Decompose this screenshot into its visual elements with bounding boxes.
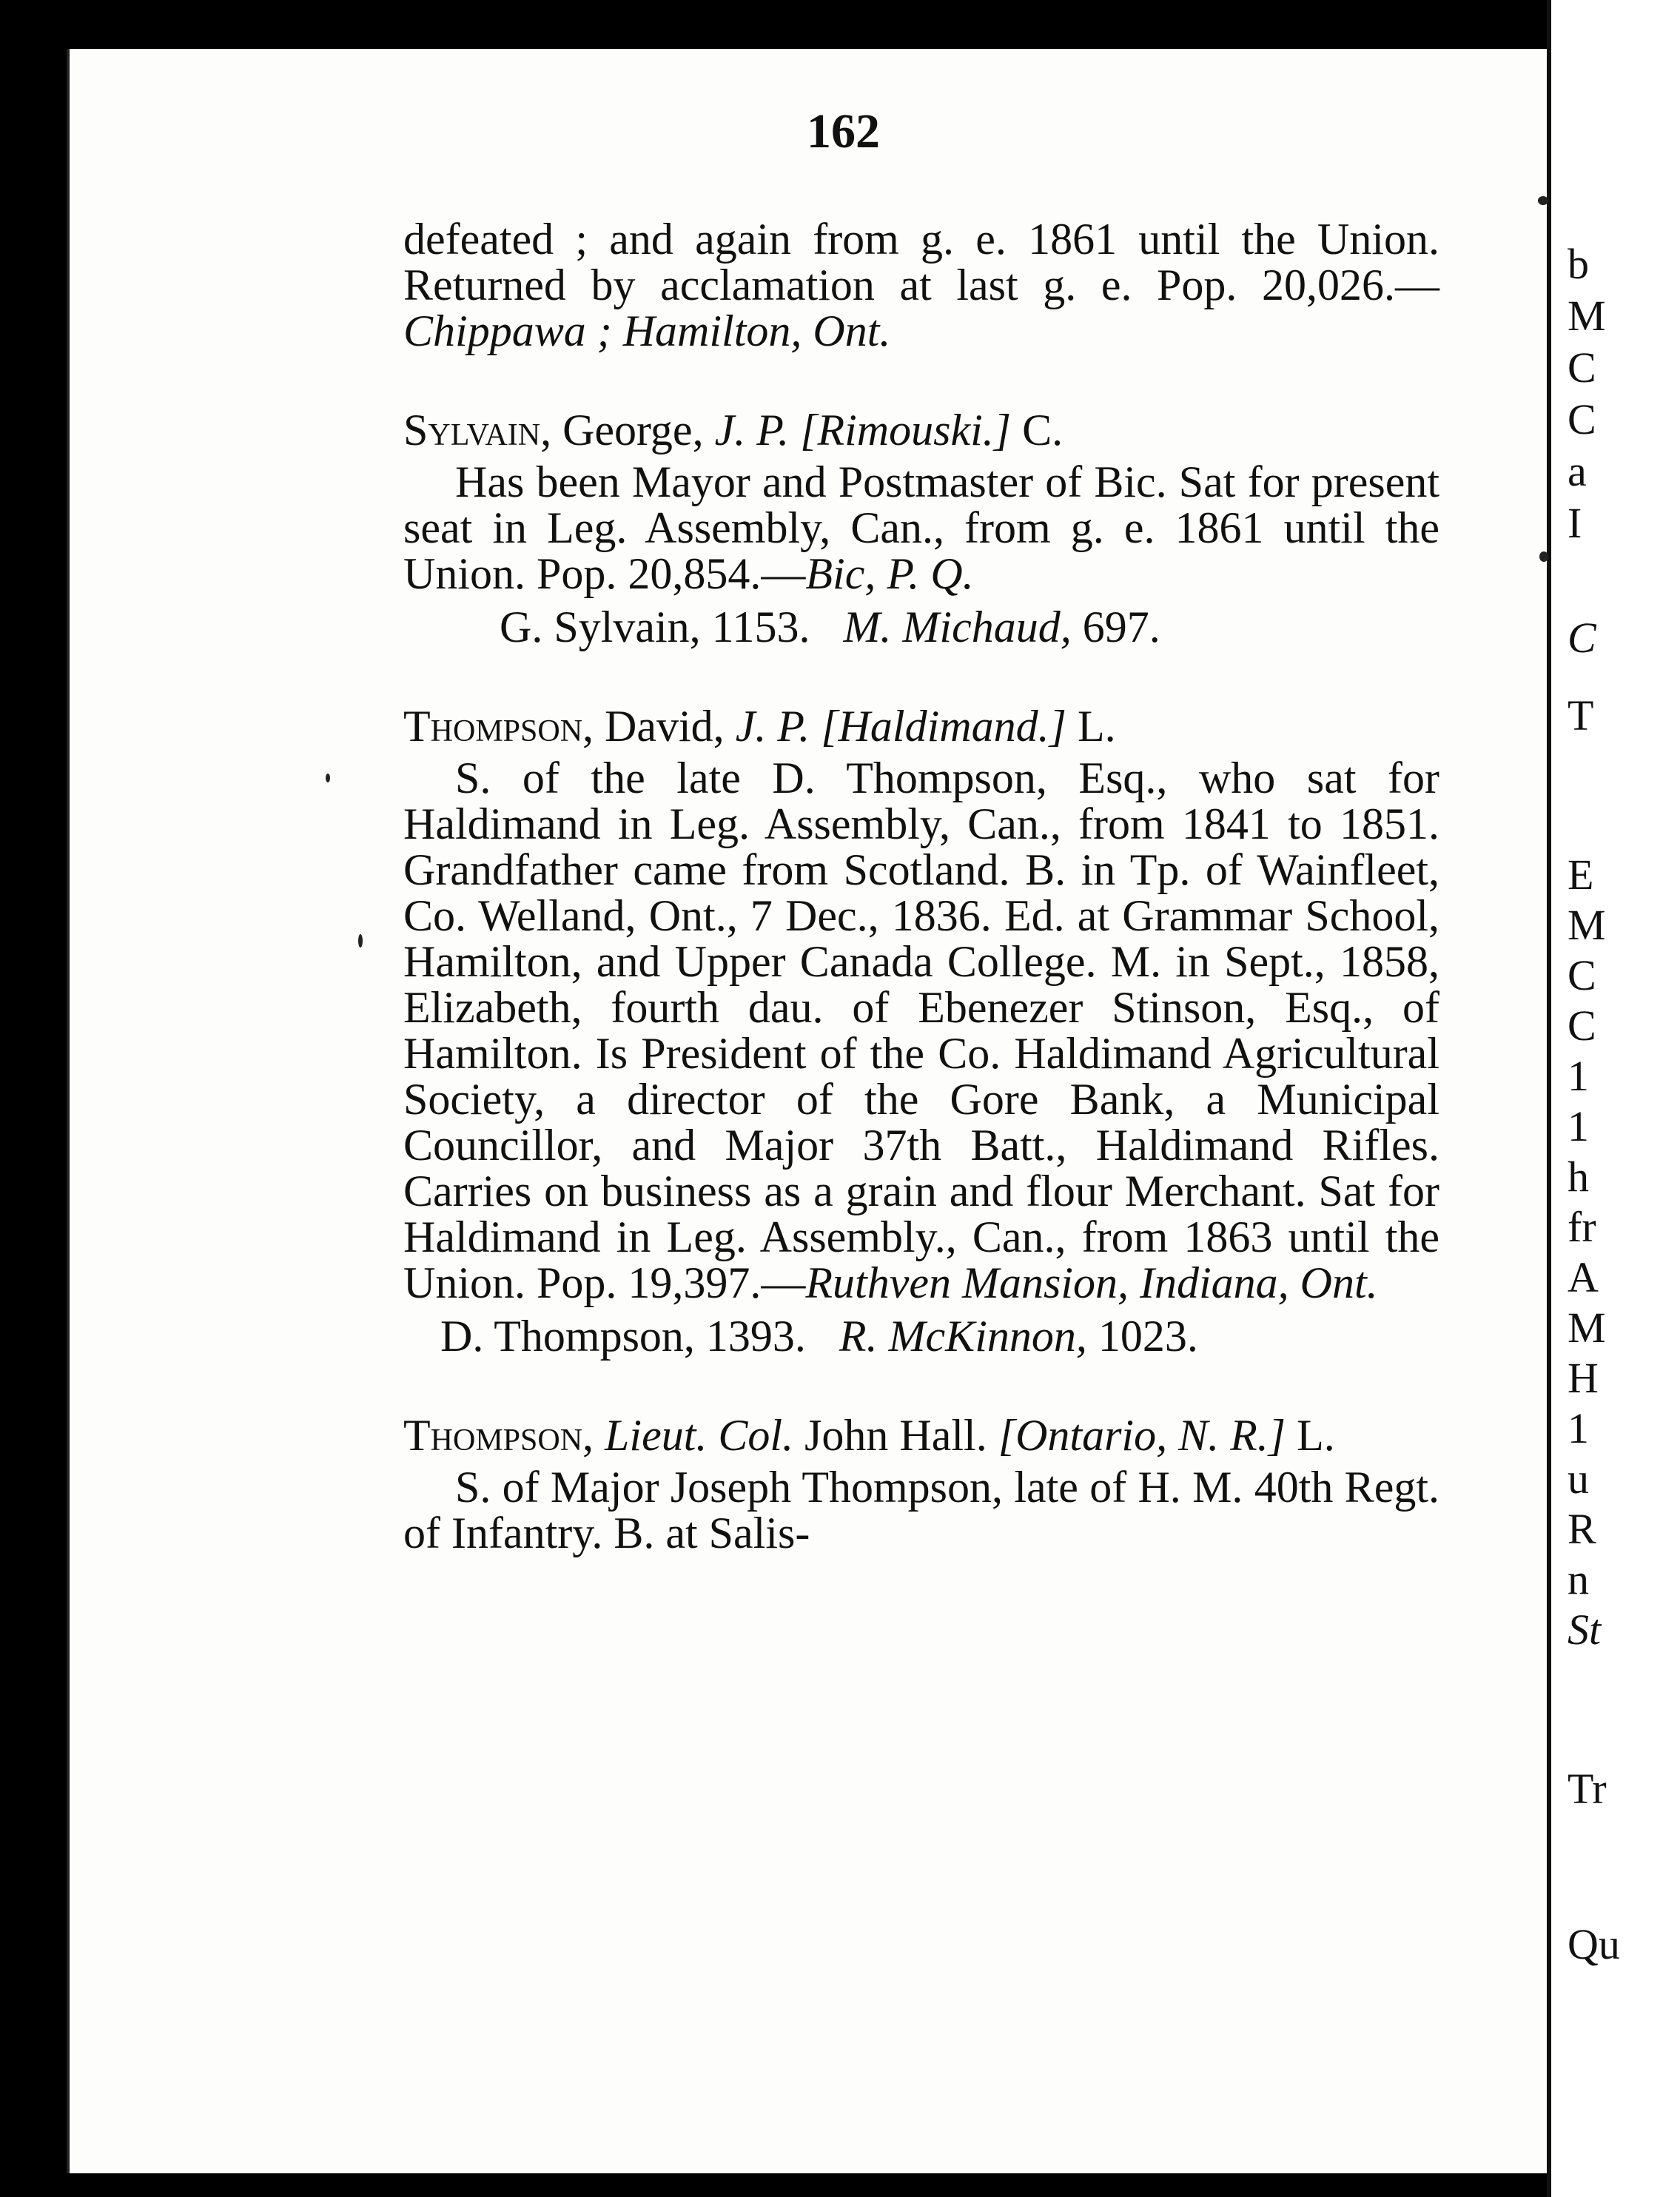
- entry-surname: Thompson: [403, 1411, 583, 1460]
- entry-title: J. P.: [735, 702, 810, 751]
- scan-speck: [358, 934, 363, 947]
- result-loser: R. McKinnon,: [839, 1312, 1087, 1361]
- entry-party: L.: [1066, 702, 1116, 751]
- fragment: T: [1568, 691, 1594, 739]
- scan-speck: [1538, 196, 1548, 205]
- fragment: M: [1568, 901, 1606, 949]
- entry-constituency: [Haldimand.]: [821, 702, 1066, 751]
- fragment: 1: [1568, 1404, 1589, 1452]
- residence: Ruthven Mansion, Indiana, Ont.: [805, 1258, 1378, 1307]
- bio-text: S. of Major Joseph Thompson, late of H. M. 40th Regt. of Infantry. B. at Salis-: [403, 1463, 1439, 1557]
- fragment: Tr: [1568, 1765, 1607, 1813]
- entry-given-name: , George,: [540, 406, 715, 455]
- fragment: M: [1568, 292, 1606, 340]
- adjacent-page-edge: [1547, 0, 1680, 2197]
- residence: Bic, P. Q.: [805, 549, 974, 598]
- entry-surname: Thompson: [403, 702, 583, 751]
- fragment: I: [1568, 499, 1582, 547]
- entry-bio: [403, 459, 1439, 597]
- entry-title: Lieut. Col.: [605, 1411, 794, 1460]
- fragment: h: [1568, 1153, 1589, 1201]
- fragment: fr: [1568, 1203, 1596, 1251]
- fragment: C: [1568, 951, 1596, 999]
- fragment: C: [1568, 614, 1596, 662]
- bio-text: S. of the late D. Thompson, Esq., who sat for Haldimand in Leg. Assembly, Can., from 1841 to 1851. Grandfather came from Scotland. B. in Tp. of Wainfleet, Co. Welland, Ont., 7 Dec., 1836. Ed. at Grammar School, Hamilton, and Upper Canada College. M. in Sept., 1858, Elizabeth, fourth dau. of Ebenezer Stinson, Esq., of Hamilton. Is President of the Co. Haldimand Agricultural Society, a director of the Gore Bank, a Municipal Councillor, and Major 37th Batt., Haldimand Rifles. Carries on business as a grain and flour Merchant. Sat for Haldimand in Leg. Assembly., Can., from 1863 until the Union. Pop. 19,397.—: [403, 754, 1439, 1307]
- entry-constituency: [Rimouski.]: [800, 406, 1012, 455]
- entry-bio: [403, 755, 1439, 1306]
- result-winner: G. Sylvain, 1153.: [500, 603, 810, 651]
- fragment: C: [1568, 1002, 1596, 1050]
- entry-given-name: ,: [582, 1411, 605, 1460]
- entry-surname: Sylvain: [403, 406, 541, 455]
- entry-heading: [403, 703, 1439, 749]
- entry-party: C.: [1011, 406, 1064, 455]
- result-winner: D. Thompson, 1393.: [440, 1312, 806, 1361]
- scan-speck: [1539, 551, 1548, 562]
- entry-given-name-2: John Hall.: [793, 1411, 998, 1460]
- fragment: St: [1568, 1606, 1602, 1654]
- entry-title: J. P.: [714, 406, 790, 455]
- fragment: b: [1568, 240, 1589, 288]
- entry-party: L.: [1286, 1411, 1335, 1460]
- election-result: [403, 1313, 1439, 1359]
- fragment: H: [1568, 1354, 1599, 1402]
- election-result: [403, 604, 1439, 650]
- entry-given-name: , David,: [582, 702, 736, 751]
- fragment: M: [1568, 1304, 1606, 1352]
- entry-heading: [403, 1412, 1439, 1458]
- page-number: 162: [807, 104, 880, 158]
- fragment: a: [1568, 447, 1587, 495]
- fragment: C: [1568, 343, 1596, 392]
- fragment: Qu: [1568, 1920, 1620, 1968]
- entry-constituency: [Ontario, N. R.]: [998, 1411, 1286, 1460]
- result-loser-votes: 697.: [1071, 603, 1160, 651]
- residence: Chippawa ; Hamilton, Ont.: [403, 306, 891, 355]
- entry-bio: [403, 1464, 1439, 1556]
- page-body: [403, 216, 1439, 1556]
- fragment: 1: [1568, 1102, 1589, 1150]
- bio-text: Has been Mayor and Postmaster of Bic. Sat for present seat in Leg. Assembly, Can., from g. e. 1861 until the Union. Pop. 20,854.—: [403, 457, 1439, 598]
- fragment: R: [1568, 1505, 1596, 1553]
- entry-heading: [403, 407, 1439, 453]
- fragment: A: [1568, 1253, 1599, 1301]
- fragment: C: [1568, 395, 1596, 443]
- fragment: 1: [1568, 1052, 1589, 1100]
- scan-speck: [326, 774, 330, 782]
- fragment: u: [1568, 1455, 1589, 1503]
- result-loser: M. Michaud,: [843, 603, 1072, 651]
- fragment: E: [1568, 851, 1594, 899]
- fragment: n: [1568, 1555, 1589, 1603]
- continuation-paragraph: [403, 216, 1439, 354]
- result-loser-votes: 1023.: [1086, 1312, 1198, 1361]
- page-bottom-edge: [67, 2173, 1547, 2197]
- continuation-text: defeated ; and again from g. e. 1861 until the Union. Returned by acclamation at last g. e. Pop. 20,026.—: [403, 215, 1439, 309]
